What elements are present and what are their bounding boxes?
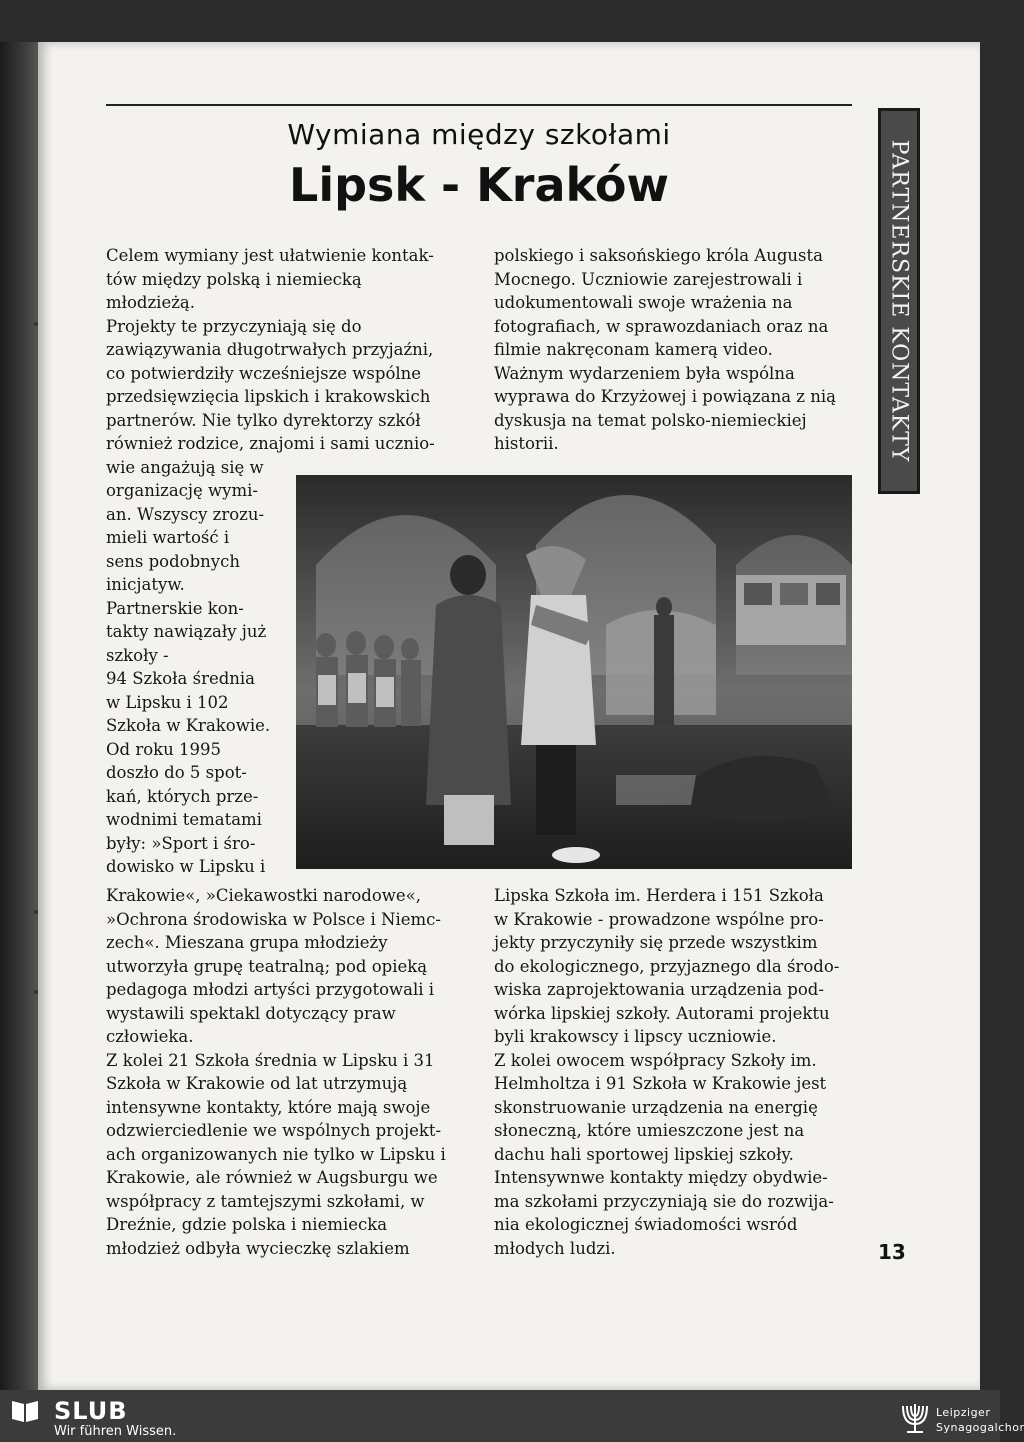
text-column-left-top (106, 244, 456, 479)
text-line: młodych ludzi. (494, 1238, 616, 1258)
text-line: zech«. Mieszana grupa młodzieży (106, 933, 388, 952)
text-line: inicjatyw. (106, 575, 185, 594)
text-line: szkoły - (106, 645, 169, 665)
section-side-tab (878, 108, 920, 494)
text-line: Z kolei 21 Szkoła średnia w Lipsku i 31 (106, 1050, 435, 1070)
text-line: tów między polską i niemiecką (106, 269, 362, 289)
text-line: utworzyła grupę teatralną; pod opieką (106, 956, 428, 976)
text-line: nia ekologicznej świadomości wsród (494, 1215, 798, 1234)
text-line: w Lipsku i 102 (106, 692, 229, 712)
text-line: odzwierciedlenie we wspólnych projekt- (106, 1121, 442, 1140)
text-line: Celem wymiany jest ułatwienie kontak- (106, 246, 434, 265)
text-line: Mocnego. Uczniowie zarejestrowali i (494, 269, 803, 289)
text-line: byli krakowscy i lipscy uczniowie. (494, 1027, 777, 1046)
text-line: do ekologicznego, przyjaznego dla środo- (494, 956, 840, 976)
text-line: zawiązywania długotrwałych przyjaźni, (106, 340, 434, 359)
text-line: »Ochrona środowiska w Polsce i Niemc- (106, 909, 441, 929)
text-line: Lipska Szkoła im. Herdera i 151 Szkoła (494, 886, 824, 905)
text-line: wie angażują się w (106, 457, 264, 477)
menorah-icon (898, 1398, 932, 1436)
text-line: wórka lipskiej szkoły. Autorami projektu (494, 1003, 830, 1023)
text-column-left-bottom (106, 884, 456, 1260)
text-line: Partnerskie kon- (106, 598, 244, 618)
text-line: co potwierdziły wcześniejsze wspólne (106, 363, 422, 383)
text-line: intensywne kontakty, które mają swoje (106, 1097, 431, 1117)
header-rule (106, 104, 852, 106)
text-line: Krakowie«, »Ciekawostki narodowe«, (106, 886, 422, 905)
text-line: Ważnym wydarzeniem była wspólna (494, 363, 795, 383)
text-column-right-top (494, 244, 850, 456)
book-spine-shadow (0, 42, 38, 1390)
book-icon (10, 1398, 40, 1424)
text-line: również rodzice, znajomi i sami ucznio- (106, 434, 435, 453)
text-line: sens podobnych (106, 551, 240, 571)
text-line: doszło do 5 spot- (106, 763, 247, 782)
text-line: polskiego i saksońskiego króla Augusta (494, 246, 823, 265)
text-line: wodnimi tematami (106, 810, 262, 829)
text-line: dowisko w Lipsku i (106, 857, 266, 876)
text-line: dyskusja na temat polsko-niemieckiej (494, 410, 807, 430)
text-line: Szkoła w Krakowie od lat utrzymują (106, 1074, 408, 1093)
text-line: mieli wartość i (106, 528, 230, 547)
text-line: Krakowie, ale również w Augsburgu we (106, 1168, 438, 1187)
text-line: wiska zaprojektowania urządzenia pod- (494, 980, 824, 999)
text-line: ma szkołami przyczyniają sie do rozwija- (494, 1191, 834, 1211)
text-line: pedagoga młodzi artyści przygotowali i (106, 980, 435, 999)
scan-mark (34, 910, 38, 914)
scan-mark (34, 990, 38, 994)
text-line: Od roku 1995 (106, 739, 222, 759)
text-line: udokumentowali swoje wrażenia na (494, 293, 793, 312)
text-line: młodzież odbyła wycieczkę szlakiem (106, 1238, 410, 1258)
text-line: Projekty te przyczyniają się do (106, 316, 362, 336)
text-line: organizację wymi- (106, 481, 258, 500)
text-line: Intensywnwe kontakty między obydwie- (494, 1168, 828, 1187)
article-subtitle: Wymiana między szkołami (287, 118, 671, 151)
text-line: an. Wszyscy zrozu- (106, 504, 265, 524)
text-line: Helmholtza i 91 Szkoła w Krakowie jest (494, 1074, 827, 1093)
text-line: były: »Sport i śro- (106, 833, 256, 853)
text-column-left-narrow (106, 479, 292, 879)
scan-mark (34, 322, 38, 326)
text-line: Dreźnie, gdzie polska i niemiecka (106, 1215, 388, 1234)
text-line: w Krakowie - prowadzone wspólne pro- (494, 909, 824, 929)
text-line: słoneczną, które umieszczone jest na (494, 1121, 805, 1140)
text-line: filmie nakręconam kamerą video. (494, 340, 773, 359)
section-side-tab-label: PARTNERSKIE KONTAKTY (886, 139, 912, 463)
text-line: fotografiach, w sprawozdaniach oraz na (494, 316, 829, 336)
text-line: skonstruowanie urządzenia na energię (494, 1097, 818, 1117)
text-column-right-bottom (494, 884, 850, 1260)
text-line: jekty przyczyniły się przede wszystkim (494, 933, 818, 952)
text-line: Szkoła w Krakowie. (106, 716, 271, 735)
text-line: młodzieżą. (106, 293, 196, 312)
article-title: Lipsk - Kraków (289, 158, 669, 212)
text-line: takty nawiązały już (106, 622, 267, 641)
text-line: wystawili spektakl dotyczący praw (106, 1003, 396, 1023)
text-line: ach organizowanych nie tylko w Lipsku i (106, 1144, 446, 1164)
text-line: przedsięwzięcia lipskich i krakowskich (106, 387, 431, 406)
slub-tagline: Wir führen Wissen. (54, 1424, 177, 1439)
text-line: kań, których prze- (106, 786, 259, 806)
text-line: dachu hali sportowej lipskiej szkoły. (494, 1144, 794, 1164)
partner-name-line1[interactable]: Leipziger (936, 1406, 991, 1419)
text-line: partnerów. Nie tylko dyrektorzy szkół (106, 410, 421, 430)
slub-brand[interactable]: SLUB (54, 1397, 128, 1425)
text-line: współpracy z tamtejszymi szkołami, w (106, 1191, 425, 1211)
text-line: człowieka. (106, 1027, 194, 1046)
text-line: historii. (494, 434, 559, 453)
text-line: Z kolei owocem współpracy Szkoły im. (494, 1050, 817, 1070)
text-line: wyprawa do Krzyżowej i powiązana z nią (494, 387, 836, 406)
page-number: 13 (878, 1240, 906, 1264)
text-line: 94 Szkoła średnia (106, 669, 256, 688)
theatre-performance-photo (296, 475, 852, 869)
photo-illustration (296, 475, 852, 869)
partner-name-line2[interactable]: Synagogalchor (936, 1421, 1024, 1434)
